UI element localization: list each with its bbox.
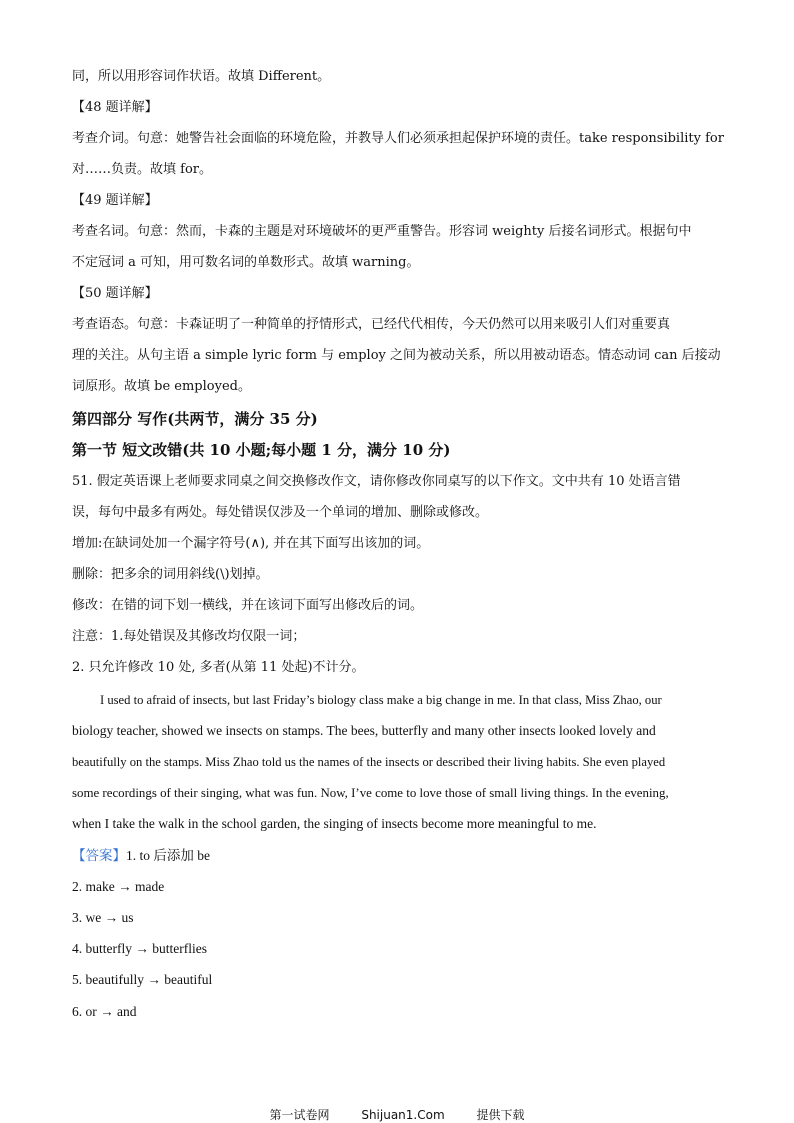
passage-line: when I take the walk in the school garden, the singing of insects become more meaningful to me.	[72, 816, 597, 831]
question-heading-50: 【50 题详解】	[72, 286, 158, 301]
answer-tag: 【答案】	[72, 848, 126, 863]
text-line: 词原形。故填 be employed。	[72, 379, 251, 394]
instruction-line: 2. 只允许修改 10 处, 多者(从第 11 处起)不计分。	[72, 660, 365, 675]
instruction-line: 增加:在缺词处加一个漏字符号(∧), 并在其下面写出该加的词。	[72, 536, 430, 551]
text-line: 同，所以用形容词作状语。故填 Different。	[72, 69, 331, 84]
answer-line	[72, 846, 732, 866]
question-heading-48: 【48 题详解】	[72, 100, 158, 115]
text-line: 对……负责。故填 for。	[72, 162, 212, 177]
instruction-line: 误，每句中最多有两处。每处错误仅涉及一个单词的增加、删除或修改。	[72, 505, 489, 520]
passage-line: some recordings of their singing, what was fun. Now, I’ve come to love those of small living things. In the evening,	[72, 786, 669, 800]
part-title: 第四部分 写作(共两节，满分 35 分)	[72, 410, 318, 428]
instruction-line: 修改：在错的词下划一横线，并在该词下面写出修改后的词。	[72, 598, 424, 613]
passage-line: biology teacher, showed we insects on stamps. The bees, butterfly and many other insects looked lovely and	[72, 723, 656, 738]
section-title: 第一节 短文改错(共 10 小题;每小题 1 分，满分 10 分)	[72, 441, 451, 459]
text-line: 考查介词。句意：她警告社会面临的环境危险，并教导人们必须承担起保护环境的责任。take responsibility for	[72, 131, 724, 146]
answer-item: 3. we → us	[72, 910, 134, 925]
passage-line: I used to afraid of insects, but last Friday’s biology class make a big change in me. In that class, Miss Zhao, our	[100, 693, 662, 707]
answer-item: 2. make → made	[72, 879, 165, 894]
answer-item: 5. beautifully → beautiful	[72, 972, 213, 987]
text-line: 理的关注。从句主语 a simple lyric form 与 employ 之间为被动关系，所以用被动语态。情态动词 can 后接动	[72, 348, 721, 363]
answer-item: 4. butterfly → butterflies	[72, 941, 207, 956]
instruction-line: 删除：把多余的词用斜线(\)划掉。	[72, 567, 269, 582]
footer-site: 第一试卷网	[269, 1108, 330, 1122]
instruction-line: 51. 假定英语课上老师要求同桌之间交换修改作文，请你修改你同桌写的以下作文。文中共有 10 处语言错	[72, 474, 681, 489]
footer-note: 提供下载	[476, 1108, 525, 1122]
footer-domain: Shijuan1.Com	[361, 1108, 445, 1122]
answer-item: 6. or → and	[72, 1004, 137, 1019]
answer-item: 1. to 后添加 be	[126, 848, 210, 863]
page-footer	[0, 1106, 794, 1123]
question-heading-49: 【49 题详解】	[72, 193, 158, 208]
text-line: 考查语态。句意：卡森证明了一种简单的抒情形式，已经代代相传，今天仍然可以用来吸引人们对重要真	[72, 317, 671, 332]
text-line: 考查名词。句意：然而，卡森的主题是对环境破坏的更严重警告。形容词 weighty 后接名词形式。根据句中	[72, 224, 692, 239]
instruction-line: 注意：1.每处错误及其修改均仅限一词；	[72, 629, 306, 644]
text-line: 不定冠词 a 可知，用可数名词的单数形式。故填 warning。	[72, 255, 420, 270]
passage-line: beautifully on the stamps. Miss Zhao told us the names of the insects or described their living habits. She even played	[72, 755, 666, 769]
